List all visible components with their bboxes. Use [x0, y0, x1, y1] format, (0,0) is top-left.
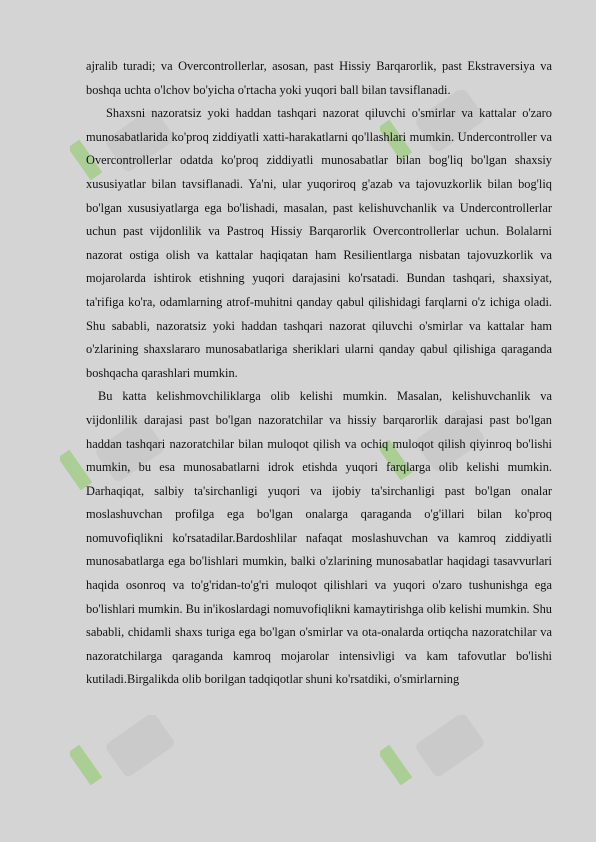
paragraph-2: Shaxsni nazoratsiz yoki haddan tashqari nazorat qiluvchi o'smirlar va kattalar o'zaro munosabatlarida ko'proq ziddiyatli xatti-harakatlarni qo'llashlari mumkin. Undercontroller va Overcontrollerlar odatda ko'proq ziddiyatli munosabatlar bilan bog'liq bo'lgan shaxsiy xususiyatlar bilan tavsiflanadi. Ya'ni, ular yuqoriroq g'azab va tajovuzkorlik bilan bog'liq bo'lgan xususiyatlarga ega bo'lishadi, masalan, past kelishuvchanlik va Undercontrollerlar uchun past vijdonlilik va Pastroq Hissiy Barqarorlik Overcontrollerlar uchun. Bolalarni nazorat ostiga olish va kattalar haqiqatan ham Resilientlarga nisbatan tajovuzkorlik va mojarolarda ishtirok etishning yuqori darajasini ko'rsatadi. Bundan tashqari, shaxsiyat, ta'rifiga ko'ra, odamlarning atrof-muhitni qanday qabul qilishidagi farqlarni o'z ichiga oladi. Shu sababli, nazoratsiz yoki haddan tashqari nazorat qiluvchi o'smirlar va kattalar ham o'zlarining shaxslararo munosabatlariga sheriklari ularni qanday qabul qilishiga qaraganda boshqacha qarashlari mumkin. — [86, 106, 552, 380]
watermark-logo-icon — [70, 715, 180, 785]
watermark-logo-icon — [380, 715, 490, 785]
paragraph-3: Bu katta kelishmovchiliklarga olib kelishi mumkin. Masalan, kelishuvchanlik va vijdonlilik darajasi past bo'lgan nazoratchilar va hissiy barqarorlik darajasi past bo'lgan haddan tashqari nazoratchilar bilan muloqot qilish va ochiq muloqot qilish qiyinroq bo'lishi mumkin, bu esa munosabatlarni idrok etishda yuqori farqlarga olib kelishi mumkin. Darhaqiqat, salbiy ta'sirchanligi yuqori va ijobiy ta'sirchanligi past bo'lgan onalar moslashuvchan profilga ega bo'lgan onalarga qaraganda o'g'illari bilan ko'proq nomuvofiqlikni ko'rsatadilar.Bardoshlilar nafaqat moslashuvchan va kamroq ziddiyatli munosabatlarga ega bo'lishlari mumkin, balki o'zlarining munosabatlar haqidagi tasavvurlari haqida osonroq va to'g'ridan-to'g'ri muloqot qilishlari va yuqori o'zaro tushunishga ega bo'lishlari mumkin. Bu in'ikoslardagi nomuvofiqlikni kamaytirishga olib kelishi mumkin. Shu sababli, chidamli shaxs turiga ega bo'lgan o'smirlar va ota-onalarda ortiqcha nazoratchilar va nazoratchilarga qaraganda kamroq mojarolar intensivligi va kam tafovutlar bo'lishi kutiladi.Birgalikda olib borilgan tadqiqotlar shuni ko'rsatdiki, o'smirlarning — [86, 389, 552, 687]
body-text — [86, 55, 552, 692]
paragraph-1: ajralib turadi; va Overcontrollerlar, asosan, past Hissiy Barqarorlik, past Ekstraversiya va boshqa uchta o'lchov bo'yicha o'rtacha yoki yuqori ball bilan tavsiflanadi. — [86, 59, 552, 97]
